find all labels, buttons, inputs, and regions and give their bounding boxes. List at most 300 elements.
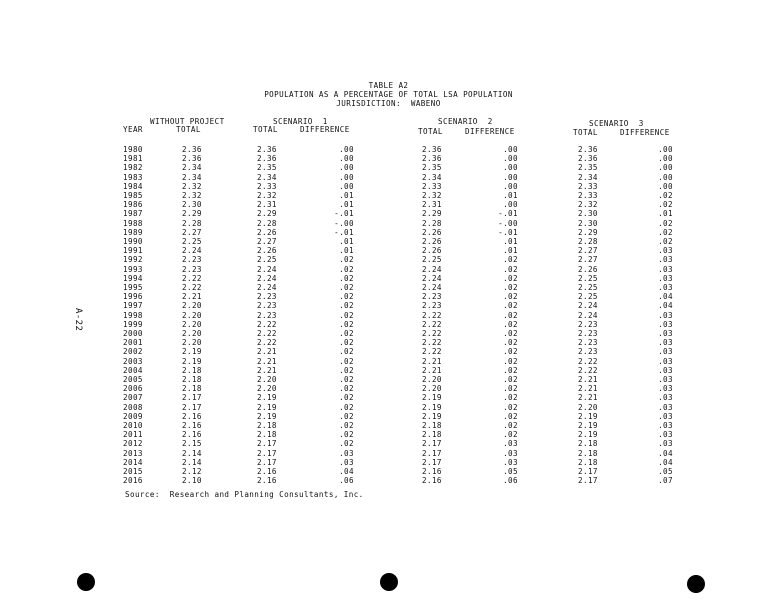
year-cell: 2001 — [123, 338, 143, 348]
year-cell: 2003 — [123, 356, 143, 366]
scenario-3-total-cell: 2.24 — [578, 310, 598, 320]
without-project-total-cell: 2.23 — [182, 255, 202, 265]
scenario-3-difference-cell: .03 — [658, 246, 673, 256]
without-project-total-cell: 2.16 — [182, 411, 202, 421]
scenario-3-difference-cell: .03 — [658, 411, 673, 421]
scenario-2-difference-cell: .02 — [503, 393, 518, 403]
year-cell: 2007 — [123, 393, 143, 403]
without-project-total-cell: 2.32 — [182, 191, 202, 200]
without-project-total-cell: 2.17 — [182, 393, 202, 403]
year-cell: 2015 — [123, 467, 143, 476]
scenario-3-total-cell: 2.18 — [578, 448, 598, 458]
scenario-3-total-cell: 2.25 — [578, 273, 598, 283]
without-project-total-cell: 2.24 — [182, 246, 202, 256]
scenario-2-difference-cell: .02 — [503, 301, 518, 311]
table-row — [0, 283, 777, 292]
scenario-3-total-cell: 2.21 — [578, 375, 598, 384]
scenario-3-total-cell: 2.20 — [578, 402, 598, 412]
scenario-2-difference-cell: .06 — [503, 476, 518, 486]
scenario-3-total-cell: 2.19 — [578, 411, 598, 421]
scenario-3-total-cell: 2.32 — [578, 200, 598, 210]
table-row — [0, 182, 777, 191]
scenario-3-difference-cell: .03 — [658, 384, 673, 394]
scenario-1-difference-cell: .02 — [339, 430, 354, 440]
table-row — [0, 209, 777, 218]
scenario-2-difference-cell: .02 — [503, 310, 518, 320]
scenario-1-difference-cell: -.01 — [334, 209, 354, 219]
year-cell: 2006 — [123, 384, 143, 394]
scenario-3-total-cell: 2.23 — [578, 347, 598, 357]
jurisdiction-line: JURISDICTION: WABENO — [336, 99, 441, 108]
scenario-1-total-cell: 2.18 — [257, 430, 277, 440]
scenario-1-difference-cell: .02 — [339, 365, 354, 375]
year-cell: 2009 — [123, 411, 143, 421]
scenario-1-total-cell: 2.20 — [257, 375, 277, 384]
scenario-3-difference-cell: .00 — [658, 172, 673, 182]
scenario-2-difference-cell: .02 — [503, 365, 518, 375]
scenario-2-difference-cell: .03 — [503, 439, 518, 449]
scenario-2-total-cell: 2.19 — [422, 411, 442, 421]
scenario-3-difference-cell: .00 — [658, 181, 673, 191]
year-cell: 1990 — [123, 237, 143, 246]
header-scenario-3: SCENARIO 3 — [589, 119, 644, 128]
scenario-1-total-cell: 2.19 — [257, 393, 277, 403]
scenario-3-total-cell: 2.33 — [578, 191, 598, 200]
scenario-2-difference-cell: .00 — [503, 154, 518, 164]
table-row — [0, 228, 777, 237]
without-project-total-cell: 2.29 — [182, 209, 202, 219]
punch-hole-center — [380, 573, 398, 591]
table-row — [0, 357, 777, 366]
scenario-3-difference-cell: .03 — [658, 402, 673, 412]
scenario-2-difference-cell: .00 — [503, 181, 518, 191]
scenario-1-total-cell: 2.22 — [257, 338, 277, 348]
scenario-1-total-cell: 2.24 — [257, 264, 277, 274]
scenario-3-total-cell: 2.25 — [578, 283, 598, 292]
scenario-1-difference-cell: .02 — [339, 329, 354, 338]
table-row — [0, 255, 777, 264]
table-row — [0, 329, 777, 338]
scenario-1-total-cell: 2.19 — [257, 411, 277, 421]
scenario-2-difference-cell: .02 — [503, 292, 518, 302]
scenario-3-total-cell: 2.30 — [578, 218, 598, 228]
scenario-1-total-cell: 2.26 — [257, 246, 277, 256]
scenario-1-difference-cell: .01 — [339, 191, 354, 200]
scenario-2-total-cell: 2.22 — [422, 338, 442, 348]
year-cell: 1987 — [123, 209, 143, 219]
table-row — [0, 301, 777, 310]
table-row — [0, 163, 777, 172]
scenario-2-total-cell: 2.17 — [422, 439, 442, 449]
scenario-1-difference-cell: -.00 — [334, 218, 354, 228]
table-row — [0, 200, 777, 209]
table-row — [0, 430, 777, 439]
year-cell: 1998 — [123, 310, 143, 320]
table-row — [0, 311, 777, 320]
year-cell: 2005 — [123, 375, 143, 384]
scenario-3-difference-cell: .01 — [658, 209, 673, 219]
scenario-1-total-cell: 2.23 — [257, 292, 277, 302]
without-project-total-cell: 2.22 — [182, 273, 202, 283]
scenario-2-total-cell: 2.18 — [422, 430, 442, 440]
year-cell: 1988 — [123, 218, 143, 228]
scenario-1-difference-cell: .00 — [339, 154, 354, 164]
scenario-1-difference-cell: .03 — [339, 448, 354, 458]
scenario-1-difference-cell: .02 — [339, 273, 354, 283]
scenario-3-total-cell: 2.27 — [578, 255, 598, 265]
table-row — [0, 274, 777, 283]
table-row — [0, 191, 777, 200]
scenario-1-total-cell: 2.21 — [257, 356, 277, 366]
scenario-3-difference-cell: .02 — [658, 200, 673, 210]
scenario-1-difference-cell: .02 — [339, 283, 354, 292]
without-project-total-cell: 2.25 — [182, 237, 202, 246]
year-cell: 2000 — [123, 329, 143, 338]
scenario-3-difference-cell: .03 — [658, 310, 673, 320]
scenario-2-total-cell: 2.19 — [422, 402, 442, 412]
scenario-2-total-cell: 2.23 — [422, 301, 442, 311]
scenario-1-difference-cell: .03 — [339, 457, 354, 467]
scenario-1-total-cell: 2.21 — [257, 365, 277, 375]
scenario-1-total-cell: 2.17 — [257, 448, 277, 458]
header-scenario-2: SCENARIO 2 — [438, 117, 493, 126]
scenario-3-total-cell: 2.24 — [578, 301, 598, 311]
header-wp-total: TOTAL — [176, 125, 201, 134]
table-row — [0, 449, 777, 458]
scenario-3-difference-cell: .02 — [658, 218, 673, 228]
scenario-2-difference-cell: .03 — [503, 457, 518, 467]
header-s1-total: TOTAL — [253, 125, 278, 134]
table-row — [0, 292, 777, 301]
scenario-2-total-cell: 2.22 — [422, 329, 442, 338]
scenario-2-difference-cell: .02 — [503, 430, 518, 440]
year-cell: 1986 — [123, 200, 143, 210]
scenario-1-difference-cell: .02 — [339, 402, 354, 412]
without-project-total-cell: 2.30 — [182, 200, 202, 210]
table-label: TABLE A2 — [368, 81, 409, 90]
table-row — [0, 338, 777, 347]
scenario-3-difference-cell: .03 — [658, 273, 673, 283]
without-project-total-cell: 2.22 — [182, 283, 202, 292]
scenario-1-difference-cell: .02 — [339, 411, 354, 421]
table-row — [0, 393, 777, 402]
without-project-total-cell: 2.10 — [182, 476, 202, 486]
scenario-3-total-cell: 2.21 — [578, 393, 598, 403]
scenario-1-total-cell: 2.28 — [257, 218, 277, 228]
scenario-2-total-cell: 2.26 — [422, 246, 442, 256]
table-row — [0, 439, 777, 448]
scenario-2-total-cell: 2.33 — [422, 181, 442, 191]
scenario-3-total-cell: 2.23 — [578, 329, 598, 338]
scenario-2-total-cell: 2.36 — [422, 154, 442, 164]
scenario-2-difference-cell: .02 — [503, 338, 518, 348]
year-cell: 2013 — [123, 448, 143, 458]
scenario-1-difference-cell: .02 — [339, 421, 354, 430]
without-project-total-cell: 2.15 — [182, 439, 202, 449]
scenario-2-difference-cell: .02 — [503, 283, 518, 292]
scenario-3-difference-cell: .03 — [658, 264, 673, 274]
scenario-1-difference-cell: .02 — [339, 319, 354, 329]
scenario-3-difference-cell: .00 — [658, 163, 673, 173]
header-scenario-1: SCENARIO 1 — [273, 117, 328, 126]
scenario-1-total-cell: 2.34 — [257, 172, 277, 182]
year-cell: 2002 — [123, 347, 143, 357]
scenario-1-difference-cell: .02 — [339, 347, 354, 357]
page-number: A-22 — [73, 308, 83, 332]
scenario-2-difference-cell: .02 — [503, 356, 518, 366]
year-cell: 2010 — [123, 421, 143, 430]
scenario-2-total-cell: 2.22 — [422, 310, 442, 320]
table-row — [0, 366, 777, 375]
scenario-1-total-cell: 2.33 — [257, 181, 277, 191]
scenario-3-total-cell: 2.33 — [578, 181, 598, 191]
scenario-3-total-cell: 2.27 — [578, 246, 598, 256]
scenario-2-difference-cell: .02 — [503, 273, 518, 283]
without-project-total-cell: 2.18 — [182, 375, 202, 384]
scenario-2-total-cell: 2.26 — [422, 237, 442, 246]
scenario-3-difference-cell: .03 — [658, 356, 673, 366]
year-cell: 1980 — [123, 145, 143, 154]
scenario-3-total-cell: 2.35 — [578, 163, 598, 173]
scenario-2-difference-cell: .02 — [503, 264, 518, 274]
year-cell: 1989 — [123, 227, 143, 237]
scenario-1-total-cell: 2.19 — [257, 402, 277, 412]
scenario-1-total-cell: 2.20 — [257, 384, 277, 394]
scenario-1-difference-cell: .00 — [339, 163, 354, 173]
year-cell: 1997 — [123, 301, 143, 311]
scenario-1-difference-cell: .02 — [339, 356, 354, 366]
scenario-3-total-cell: 2.21 — [578, 384, 598, 394]
scenario-2-total-cell: 2.24 — [422, 273, 442, 283]
year-cell: 2016 — [123, 476, 143, 486]
scenario-1-total-cell: 2.21 — [257, 347, 277, 357]
scenario-3-difference-cell: .00 — [658, 154, 673, 164]
year-cell: 2008 — [123, 402, 143, 412]
scenario-1-difference-cell: .01 — [339, 200, 354, 210]
scenario-1-total-cell: 2.17 — [257, 439, 277, 449]
scenario-1-difference-cell: .02 — [339, 384, 354, 394]
scenario-2-total-cell: 2.31 — [422, 200, 442, 210]
scenario-3-total-cell: 2.36 — [578, 145, 598, 154]
scenario-2-total-cell: 2.22 — [422, 319, 442, 329]
scenario-1-total-cell: 2.27 — [257, 237, 277, 246]
without-project-total-cell: 2.32 — [182, 181, 202, 191]
scenario-2-difference-cell: .02 — [503, 255, 518, 265]
scenario-3-total-cell: 2.17 — [578, 476, 598, 486]
scenario-3-difference-cell: .04 — [658, 292, 673, 302]
without-project-total-cell: 2.16 — [182, 421, 202, 430]
scenario-3-total-cell: 2.22 — [578, 356, 598, 366]
without-project-total-cell: 2.18 — [182, 365, 202, 375]
table-row — [0, 154, 777, 163]
table-title: POPULATION AS A PERCENTAGE OF TOTAL LSA POPULATION — [264, 90, 513, 99]
scenario-2-total-cell: 2.21 — [422, 356, 442, 366]
without-project-total-cell: 2.20 — [182, 319, 202, 329]
scenario-1-difference-cell: .04 — [339, 467, 354, 476]
without-project-total-cell: 2.36 — [182, 154, 202, 164]
scenario-1-total-cell: 2.25 — [257, 255, 277, 265]
table-row — [0, 403, 777, 412]
scenario-2-difference-cell: .02 — [503, 421, 518, 430]
scenario-2-total-cell: 2.34 — [422, 172, 442, 182]
scenario-1-difference-cell: .01 — [339, 246, 354, 256]
without-project-total-cell: 2.14 — [182, 457, 202, 467]
without-project-total-cell: 2.18 — [182, 384, 202, 394]
header-s3-difference: DIFFERENCE — [620, 128, 670, 137]
scenario-1-total-cell: 2.16 — [257, 476, 277, 486]
scenario-3-total-cell: 2.18 — [578, 439, 598, 449]
without-project-total-cell: 2.19 — [182, 347, 202, 357]
table-row — [0, 265, 777, 274]
scenario-1-difference-cell: .00 — [339, 145, 354, 154]
scenario-1-difference-cell: .02 — [339, 264, 354, 274]
scenario-1-total-cell: 2.36 — [257, 154, 277, 164]
scenario-1-total-cell: 2.23 — [257, 310, 277, 320]
scenario-3-difference-cell: .04 — [658, 301, 673, 311]
year-cell: 1999 — [123, 319, 143, 329]
scenario-1-difference-cell: .02 — [339, 439, 354, 449]
year-cell: 1983 — [123, 172, 143, 182]
scenario-3-difference-cell: .03 — [658, 393, 673, 403]
scenario-1-difference-cell: .00 — [339, 181, 354, 191]
scenario-2-difference-cell: -.01 — [498, 227, 518, 237]
year-cell: 1995 — [123, 283, 143, 292]
scenario-3-total-cell: 2.23 — [578, 338, 598, 348]
scenario-2-total-cell: 2.18 — [422, 421, 442, 430]
scenario-2-difference-cell: .02 — [503, 319, 518, 329]
scenario-2-total-cell: 2.29 — [422, 209, 442, 219]
scenario-2-difference-cell: .01 — [503, 246, 518, 256]
scenario-2-difference-cell: .00 — [503, 163, 518, 173]
scenario-2-difference-cell: .00 — [503, 145, 518, 154]
scenario-3-difference-cell: .03 — [658, 255, 673, 265]
scenario-2-difference-cell: .02 — [503, 375, 518, 384]
scenario-2-total-cell: 2.21 — [422, 365, 442, 375]
table-row — [0, 375, 777, 384]
without-project-total-cell: 2.19 — [182, 356, 202, 366]
scenario-2-total-cell: 2.20 — [422, 384, 442, 394]
scenario-1-total-cell: 2.32 — [257, 191, 277, 200]
without-project-total-cell: 2.20 — [182, 301, 202, 311]
header-s2-total: TOTAL — [418, 127, 443, 136]
scenario-2-difference-cell: .02 — [503, 402, 518, 412]
scenario-3-total-cell: 2.29 — [578, 227, 598, 237]
table-row — [0, 246, 777, 255]
scenario-3-total-cell: 2.25 — [578, 292, 598, 302]
scenario-3-total-cell: 2.23 — [578, 319, 598, 329]
scenario-2-total-cell: 2.16 — [422, 476, 442, 486]
scenario-3-total-cell: 2.18 — [578, 457, 598, 467]
year-cell: 1982 — [123, 163, 143, 173]
year-cell: 1992 — [123, 255, 143, 265]
scenario-3-difference-cell: .03 — [658, 329, 673, 338]
scenario-3-difference-cell: .00 — [658, 145, 673, 154]
year-cell: 1994 — [123, 273, 143, 283]
without-project-total-cell: 2.20 — [182, 310, 202, 320]
scenario-1-difference-cell: .02 — [339, 375, 354, 384]
scenario-2-total-cell: 2.19 — [422, 393, 442, 403]
scenario-1-difference-cell: .01 — [339, 237, 354, 246]
scenario-2-difference-cell: .00 — [503, 200, 518, 210]
scenario-2-total-cell: 2.32 — [422, 191, 442, 200]
scenario-1-total-cell: 2.29 — [257, 209, 277, 219]
scenario-2-difference-cell: -.01 — [498, 209, 518, 219]
without-project-total-cell: 2.27 — [182, 227, 202, 237]
scenario-1-total-cell: 2.26 — [257, 227, 277, 237]
scenario-2-total-cell: 2.16 — [422, 467, 442, 476]
scenario-1-total-cell: 2.35 — [257, 163, 277, 173]
header-s2-difference: DIFFERENCE — [465, 127, 515, 136]
without-project-total-cell: 2.17 — [182, 402, 202, 412]
scenario-2-total-cell: 2.17 — [422, 457, 442, 467]
table-row — [0, 384, 777, 393]
scenario-1-total-cell: 2.24 — [257, 283, 277, 292]
scenario-2-difference-cell: -.00 — [498, 218, 518, 228]
scenario-3-total-cell: 2.17 — [578, 467, 598, 476]
scenario-1-total-cell: 2.18 — [257, 421, 277, 430]
year-cell: 2004 — [123, 365, 143, 375]
year-cell: 1981 — [123, 154, 143, 164]
scenario-3-total-cell: 2.22 — [578, 365, 598, 375]
scenario-3-difference-cell: .03 — [658, 430, 673, 440]
scenario-2-total-cell: 2.36 — [422, 145, 442, 154]
scenario-3-difference-cell: .03 — [658, 338, 673, 348]
year-cell: 2014 — [123, 457, 143, 467]
scenario-3-difference-cell: .03 — [658, 283, 673, 292]
scenario-2-difference-cell: .02 — [503, 347, 518, 357]
scenario-1-difference-cell: .02 — [339, 310, 354, 320]
table-row — [0, 412, 777, 421]
scenario-1-total-cell: 2.17 — [257, 457, 277, 467]
scenario-2-difference-cell: .01 — [503, 191, 518, 200]
scenario-1-difference-cell: .02 — [339, 292, 354, 302]
table-row — [0, 320, 777, 329]
without-project-total-cell: 2.20 — [182, 329, 202, 338]
without-project-total-cell: 2.28 — [182, 218, 202, 228]
scenario-3-difference-cell: .03 — [658, 375, 673, 384]
year-cell: 2012 — [123, 439, 143, 449]
header-s1-difference: DIFFERENCE — [300, 125, 350, 134]
scenario-2-total-cell: 2.20 — [422, 375, 442, 384]
year-cell: 1996 — [123, 292, 143, 302]
scenario-3-difference-cell: .03 — [658, 421, 673, 430]
table-row — [0, 219, 777, 228]
scenario-1-difference-cell: .02 — [339, 255, 354, 265]
without-project-total-cell: 2.34 — [182, 172, 202, 182]
table-row — [0, 173, 777, 182]
scenario-3-difference-cell: .05 — [658, 467, 673, 476]
scenario-3-difference-cell: .04 — [658, 457, 673, 467]
scenario-3-difference-cell: .03 — [658, 319, 673, 329]
scenario-3-difference-cell: .02 — [658, 227, 673, 237]
scenario-1-difference-cell: .06 — [339, 476, 354, 486]
scenario-1-difference-cell: .02 — [339, 338, 354, 348]
scenario-3-difference-cell: .04 — [658, 448, 673, 458]
table-row — [0, 467, 777, 476]
scenario-2-difference-cell: .02 — [503, 329, 518, 338]
scenario-2-difference-cell: .02 — [503, 384, 518, 394]
scenario-1-total-cell: 2.31 — [257, 200, 277, 210]
year-cell: 1993 — [123, 264, 143, 274]
table-row — [0, 145, 777, 154]
scenario-1-difference-cell: .00 — [339, 172, 354, 182]
scenario-1-total-cell: 2.16 — [257, 467, 277, 476]
year-cell: 1984 — [123, 181, 143, 191]
without-project-total-cell: 2.36 — [182, 145, 202, 154]
scenario-3-total-cell: 2.19 — [578, 421, 598, 430]
without-project-total-cell: 2.20 — [182, 338, 202, 348]
scenario-2-total-cell: 2.24 — [422, 283, 442, 292]
